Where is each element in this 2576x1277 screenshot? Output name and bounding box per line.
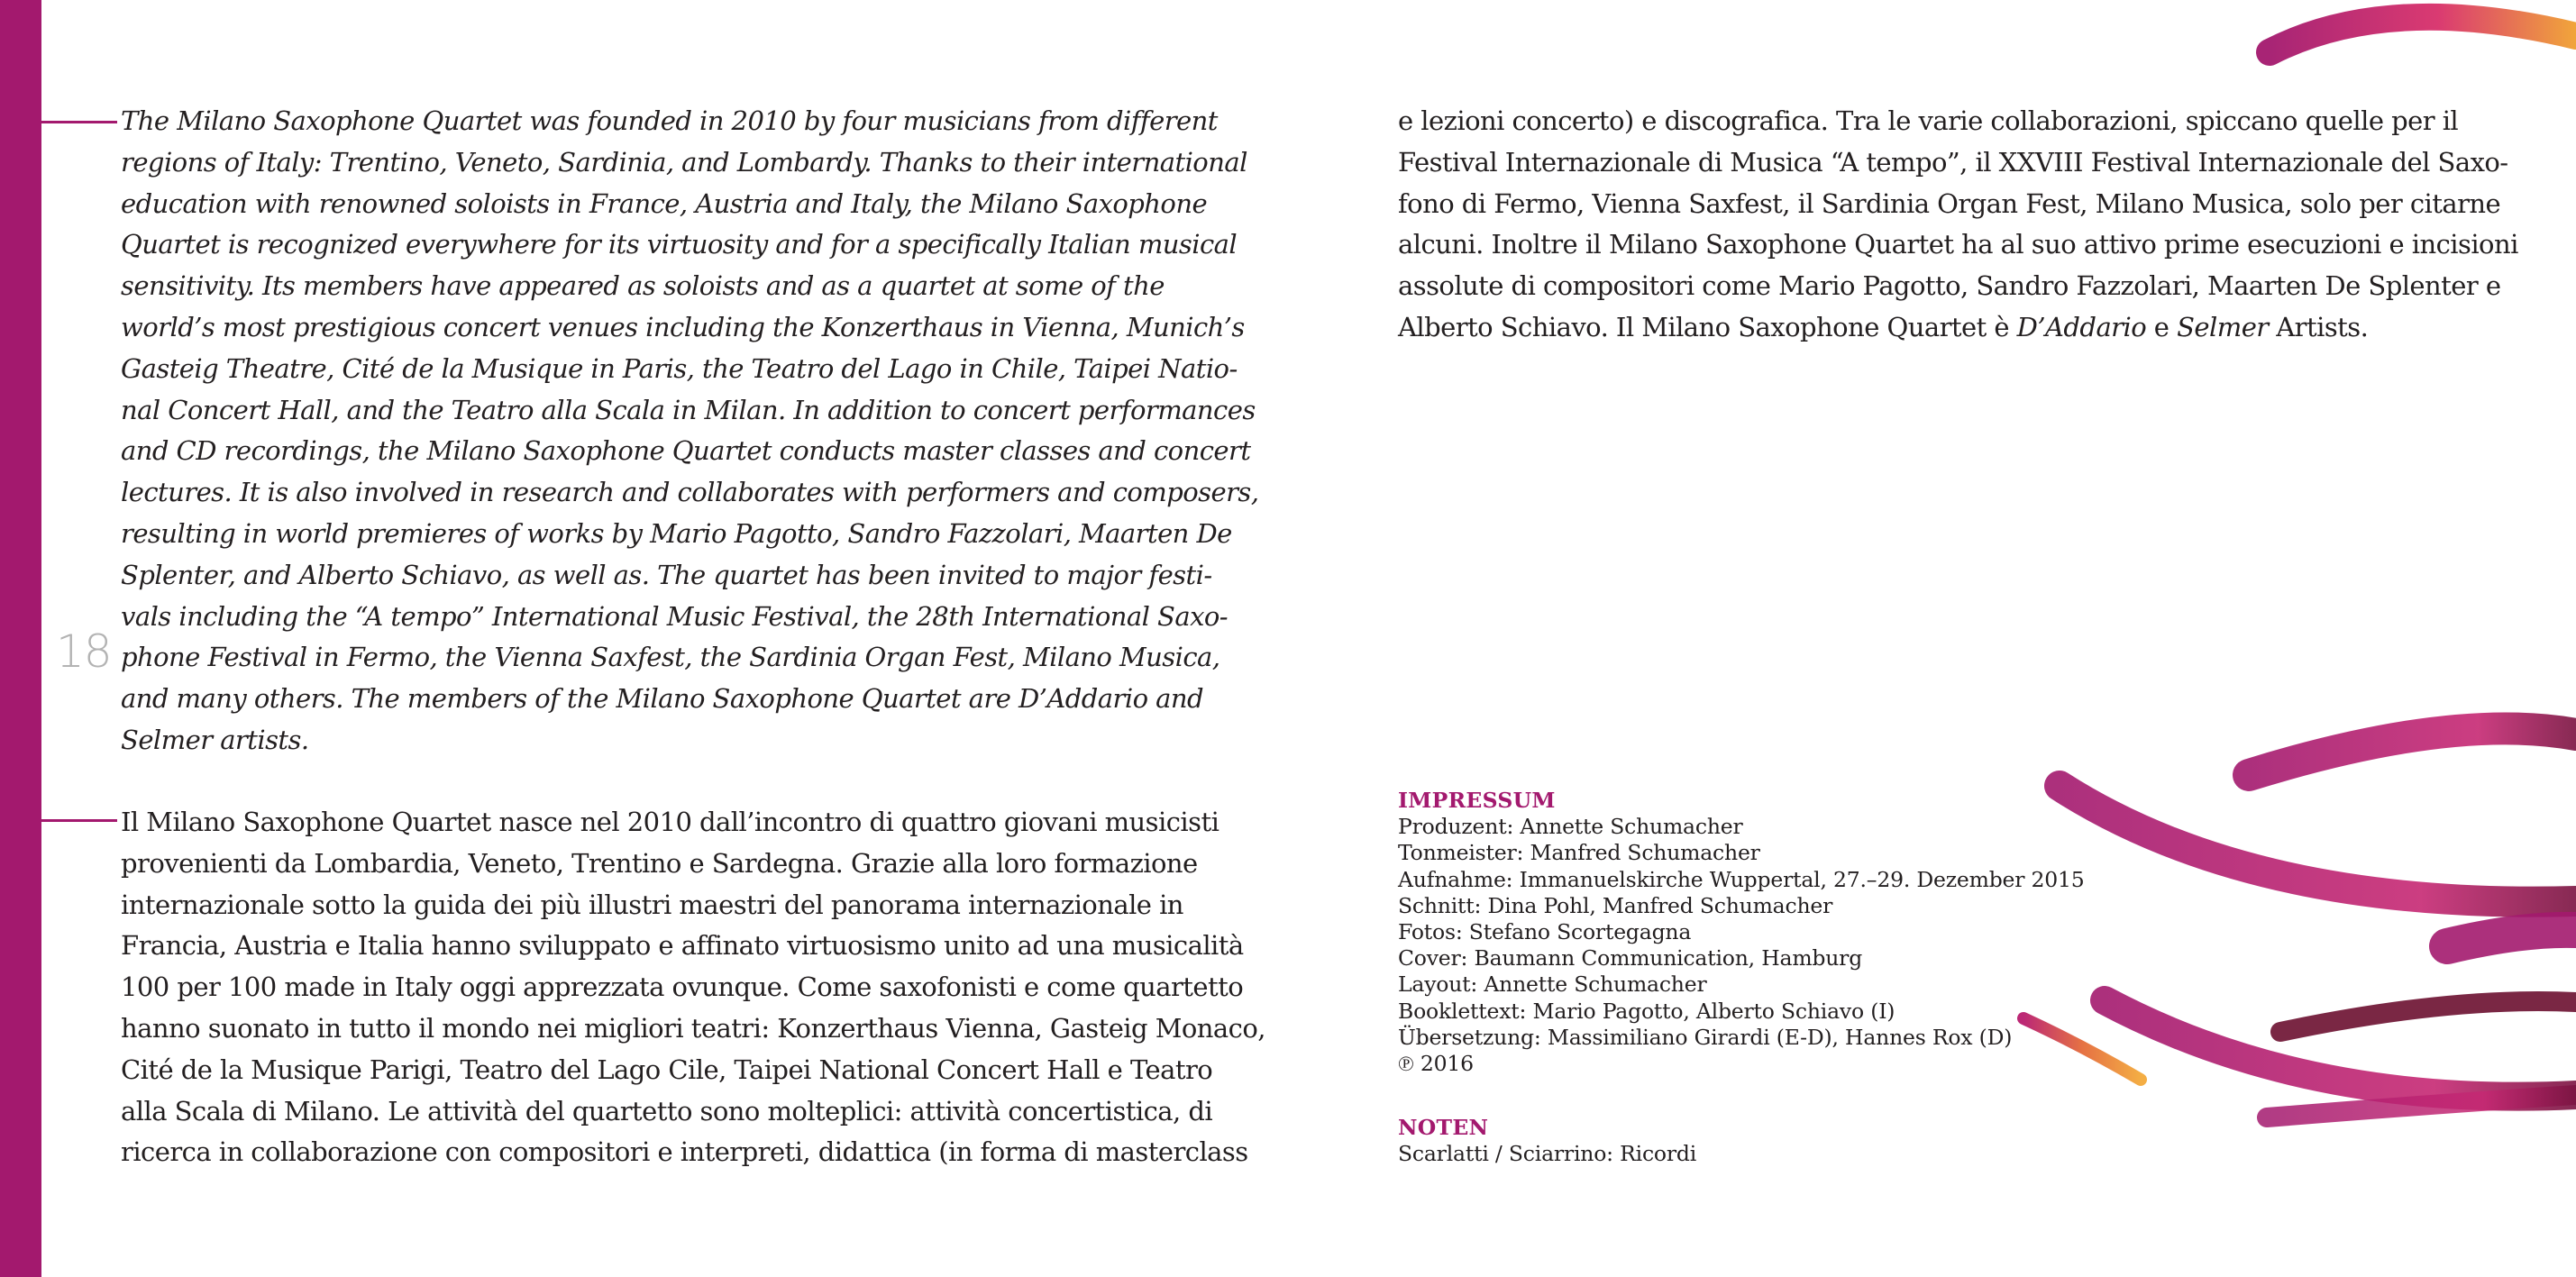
noten <box>1398 1115 1696 1167</box>
swirl-g <box>2267 1095 2576 1117</box>
english-section-rule <box>41 121 117 123</box>
italian-biography-left <box>121 802 1265 1173</box>
text-line: Quartet is recognized everywhere for its virtuosity and for a specifically Italian musical <box>121 229 1238 260</box>
swirl-e <box>2280 1001 2576 1032</box>
text-line: world’s most prestigious concert venues including the Konzerthaus in Vienna, Munich’s <box>121 311 1245 342</box>
page-number: 18 <box>56 625 112 678</box>
text-line: sensitivity. Its members have appeared as soloists and as a quartet at some of the <box>121 270 1165 302</box>
impressum-line: Cover: Baumann Communication, Hamburg <box>1398 945 1863 971</box>
text-line: regions of Italy: Trentino, Veneto, Sardinia, and Lombardy. Thanks to their international <box>121 146 1247 178</box>
text-line: alla Scala di Milano. Le attività del quartetto sono molteplici: attività concertistica, di <box>121 1095 1213 1126</box>
italian-biography-right <box>1398 101 2518 349</box>
text-line: education with renowned soloists in France, Austria and Italy, the Milano Saxophone <box>121 187 1208 219</box>
last-line-suffix: Artists. <box>2268 311 2369 342</box>
swirl-c <box>2447 930 2576 946</box>
text-line-last <box>1398 307 2518 349</box>
spine-bar <box>0 0 41 1277</box>
noten-heading: NOTEN <box>1398 1115 1489 1140</box>
text-line: nal Concert Hall, and the Teatro alla Scala in Milan. In addition to concert performances <box>121 394 1256 425</box>
text-line: internazionale sotto la guida dei più illustri maestri del panorama internazionale in <box>121 889 1183 920</box>
impressum-line: Fotos: Stefano Scortegagna <box>1398 919 1692 945</box>
impressum <box>1398 788 2085 1077</box>
text-line: hanno suonato in tutto il mondo nei migliori teatri: Konzerthaus Vienna, Gasteig Monaco, <box>121 1012 1265 1044</box>
text-line: Selmer artists. <box>121 724 309 755</box>
english-biography <box>121 101 1258 762</box>
noten-line: Scarlatti / Sciarrino: Ricordi <box>1398 1141 1697 1167</box>
text-line: Splenter, and Alberto Schiavo, as well as. The quartet has been invited to major festi- <box>121 559 1212 590</box>
text-line: lectures. It is also involved in research and collaborates with performers and composers, <box>121 477 1259 508</box>
text-line: resulting in world premieres of works by Mario Pagotto, Sandro Fazzolari, Maarten De <box>121 517 1232 549</box>
last-line-prefix: Alberto Schiavo. Il Milano Saxophone Quartet è <box>1398 311 2017 342</box>
impressum-line: Übersetzung: Massimiliano Girardi (E-D), Hannes Rox (D) <box>1398 1024 2013 1050</box>
text-line: Gasteig Theatre, Cité de la Musique in Paris, the Teatro del Lago in Chile, Taipei Natio- <box>121 352 1238 384</box>
text-line: ricerca in collaborazione con compositori e interpreti, didattica (in forma di masterclass <box>121 1136 1248 1168</box>
impressum-line: Tonmeister: Manfred Schumacher <box>1398 840 1760 866</box>
text-line: 100 per 100 made in Italy oggi apprezzata ovunque. Come saxofonisti e come quartetto <box>121 971 1244 1003</box>
text-line: provenienti da Lombardia, Veneto, Trentino e Sardegna. Grazie alla loro formazione <box>121 847 1198 879</box>
impressum-heading: IMPRESSUM <box>1398 788 1556 813</box>
text-line: fono di Fermo, Vienna Saxfest, il Sardinia Organ Fest, Milano Musica, solo per citarne <box>1398 187 2501 219</box>
impressum-line: ℗ 2016 <box>1398 1051 1474 1077</box>
text-line: phone Festival in Fermo, the Vienna Saxfest, the Sardinia Organ Fest, Milano Musica, <box>121 642 1220 673</box>
swirl-b <box>2060 786 2576 902</box>
brand-selmer: Selmer <box>2177 311 2269 342</box>
text-line: and CD recordings, the Milano Saxophone Quartet conducts master classes and concert <box>121 435 1251 467</box>
impressum-line: Booklettext: Mario Pagotto, Alberto Schiavo (I) <box>1398 998 1895 1024</box>
text-line: Festival Internazionale di Musica “A tempo”, il XXVIII Festival Internazionale del Saxo- <box>1398 146 2508 178</box>
text-line: vals including the “A tempo” International Music Festival, the 28th International Saxo- <box>121 600 1229 632</box>
impressum-line: Schnitt: Dina Pohl, Manfred Schumacher <box>1398 892 1833 918</box>
text-line: alcuni. Inoltre il Milano Saxophone Quartet ha al suo attivo prime esecuzioni e incisioni <box>1398 229 2518 260</box>
italian-section-rule <box>41 819 117 822</box>
brand-daddario: D’Addario <box>2016 311 2147 342</box>
swirl-a <box>2249 728 2576 775</box>
impressum-line: Layout: Annette Schumacher <box>1398 971 1707 998</box>
text-line: Francia, Austria e Italia hanno sviluppato e affinato virtuosismo unito ad una musicalità <box>121 930 1244 962</box>
text-line: Cité de la Musique Parigi, Teatro del Lago Cile, Taipei National Concert Hall e Teatro <box>121 1054 1213 1085</box>
impressum-line: Produzent: Annette Schumacher <box>1398 814 1743 840</box>
text-line: The Milano Saxophone Quartet was founded in 2010 by four musicians from different <box>121 105 1218 136</box>
impressum-line: Aufnahme: Immanuelskirche Wuppertal, 27.–29. Dezember 2015 <box>1398 866 2085 892</box>
text-line: Il Milano Saxophone Quartet nasce nel 2010 dall’incontro di quattro giovani musicisti <box>121 807 1219 837</box>
swirl-top <box>2270 17 2576 52</box>
text-line: e lezioni concerto) e discografica. Tra le varie collaborazioni, spiccano quelle per il <box>1398 105 2459 136</box>
swirl-d <box>2105 1000 2576 1097</box>
text-line: assolute di compositori come Mario Pagotto, Sandro Fazzolari, Maarten De Splenter e <box>1398 270 2501 302</box>
last-line-joiner: e <box>2146 311 2178 342</box>
text-line: and many others. The members of the Milano Saxophone Quartet are D’Addario and <box>121 683 1204 715</box>
